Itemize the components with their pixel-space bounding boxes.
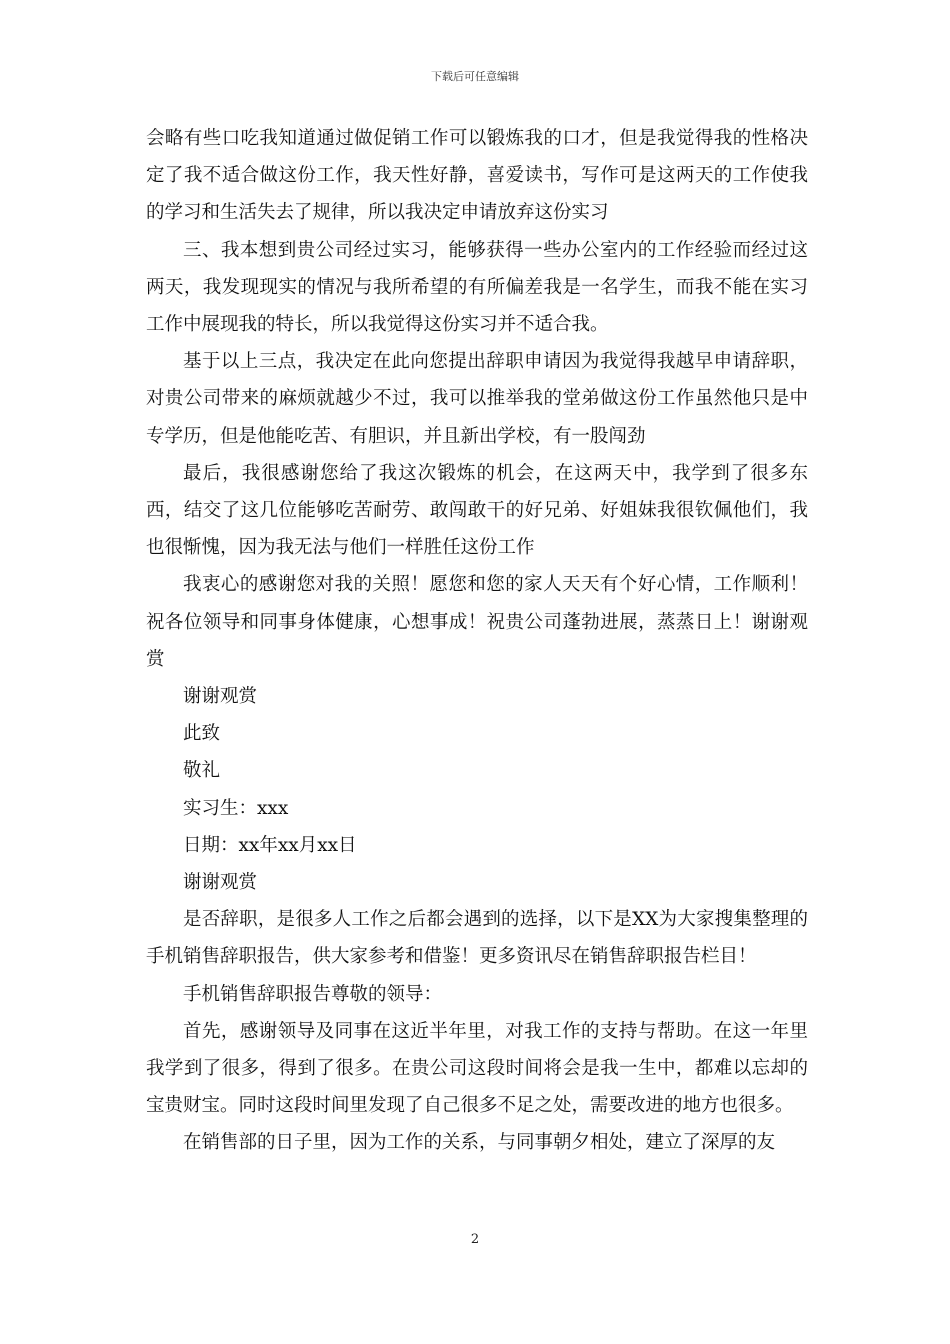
page-number: 2 bbox=[470, 1232, 480, 1247]
closing-cizhi: 此致 bbox=[183, 723, 221, 745]
paragraph-sales-department: 在销售部的日子里，因为工作的关系，与同事朝夕相处，建立了深厚的友 bbox=[183, 1132, 776, 1154]
closing-jingli: 敬礼 bbox=[183, 760, 221, 782]
thanks-line: 谢谢观赏 bbox=[183, 686, 258, 708]
paragraph-first: 首先，感谢领导及同事在这近半年里，对我工作的支持与帮助。在这一年里我学到了很多，得到了很多。在贵公司这段时间将会是我一生中，都难以忘却的宝贵财宝。同时这段时间里发现了自己很多不足之处，需要改进的地方也很多。 bbox=[146, 1020, 808, 1117]
body-text bbox=[146, 120, 808, 1162]
header-note: 下载后可任意编辑 bbox=[431, 70, 519, 83]
paragraph-gratitude: 最后，我很感谢您给了我这次锻炼的机会，在这两天中，我学到了很多东西，结交了这几位能够吃苦耐劳、敢闯敢干的好兄弟、好姐妹我很钦佩他们，我也很惭愧，因为我无法与他们一样胜任这份工作 bbox=[146, 462, 808, 559]
signature-intern: 实习生：xxx bbox=[183, 797, 289, 819]
paragraph-wishes: 我衷心的感谢您对我的关照！愿您和您的家人天天有个好心情，工作顺利！祝各位领导和同事身体健康，心想事成！祝贵公司蓬勃进展，蒸蒸日上！谢谢观赏 bbox=[146, 574, 808, 670]
paragraph-intro: 是否辞职，是很多人工作之后都会遇到的选择，以下是XX为大家搜集整理的手机销售辞职报告，供大家参考和借鉴！更多资讯尽在销售辞职报告栏目！ bbox=[146, 909, 808, 968]
thanks-line-2: 谢谢观赏 bbox=[183, 872, 258, 894]
signature-date: 日期：xx年xx月xx日 bbox=[183, 834, 357, 856]
paragraph-point-three: 三、我本想到贵公司经过实习，能够获得一些办公室内的工作经验而经过这两天，我发现现实的情况与我所希望的有所偏差我是一名学生，而我不能在实习工作中展现我的特长，所以我觉得这份实习并不适合我。 bbox=[146, 239, 808, 336]
letter-heading: 手机销售辞职报告尊敬的领导： bbox=[183, 983, 443, 1005]
paragraph-resignation-request: 基于以上三点，我决定在此向您提出辞职申请因为我觉得我越早申请辞职，对贵公司带来的麻烦就越少不过，我可以推举我的堂弟做这份工作虽然他只是中专学历，但是他能吃苦、有胆识，并且新出学校，有一股闯劲 bbox=[146, 351, 808, 447]
paragraph-continuation: 会略有些口吃我知道通过做促销工作可以锻炼我的口才，但是我觉得我的性格决定了我不适合做这份工作，我天性好静，喜爱读书，写作可是这两天的工作使我的学习和生活失去了规律，所以我决定申请放弃这份实习 bbox=[146, 128, 808, 224]
